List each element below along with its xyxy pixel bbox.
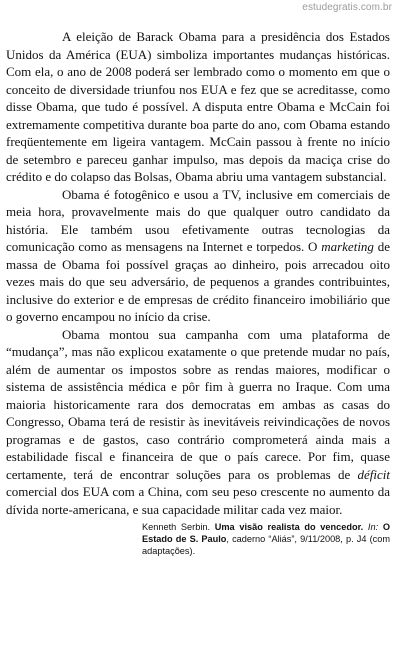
paragraph-3-italic-term: déficit: [357, 466, 390, 482]
citation-source: O Estado de S. Paulo: [142, 522, 390, 544]
paragraph-3-text-b: comercial dos EUA com a China, com seu peso crescente no aumento da dívida norte-americana, e sua capacidade militar cada vez maior.: [6, 484, 390, 517]
paragraph-1: [6, 28, 390, 186]
paragraph-2: [6, 186, 390, 326]
paragraph-2-text-a: Obama é fotogênico e usou a TV, inclusive em comerciais de meia hora, provavelmente mais do que qualquer outro candidato da história. Ele também usou efetivamente outras tecnologias da comunicação como as mensagens na Internet e torpedos. O: [6, 186, 390, 254]
citation-in-label: In:: [367, 522, 379, 532]
paragraph-3: [6, 326, 390, 519]
site-watermark: estudegratis.com.br: [302, 2, 392, 13]
paragraph-3-text-a: Obama montou sua campanha com uma plataforma de “mudança”, mas não explicou exatamente o que pretende mudar no país, além de aumentar os impostos sobre as rendas maiores, modificar o sistema de assistência médica e pôr fim à guerra no Iraque. Com uma maioria historicamente rara dos democratas em ambas as casas do Congresso, Obama terá de resistir às inevitáveis reivindicações de novos programas e de gastos, caso contrário comprometerá ainda mais a estabilidade fiscal e financeira de que o país carece. Por fim, quase certamente, terá de encontrar soluções para os problemas de: [6, 326, 390, 482]
source-citation: [142, 521, 390, 557]
paragraph-2-text-b: de massa de Obama foi possível graças ao dinheiro, pois arrecadou oito vezes mais do que seu adversário, de pequenos a grandes contribuintes, inclusive do exterior e de empresas de crédito financeiro imobiliário que o governo encampou no início da crise.: [6, 239, 390, 324]
citation-author: Kenneth Serbin.: [142, 522, 211, 532]
citation-details: , caderno “Aliás”, 9/11/2008, p. J4 (com adaptações).: [142, 534, 390, 556]
paragraph-1-text: A eleição de Barack Obama para a presidência dos Estados Unidos da América (EUA) simboliza importantes mudanças históricas. Com ela, o ano de 2008 poderá ser lembrado como o momento em que o conceito de diversidade triunfou nos EUA e fez que se acreditasse, como disse Obama, que tudo é possível. A disputa entre Obama e McCain foi extremamente competitiva durante boa parte do ano, com Obama estando freqüentemente em ligeira vantagem. McCain passou à frente no início de setembro e pareceu ganhar impulso, mas depois da maciça crise do crédito e do colapso das Bolsas, Obama abriu uma vantagem substancial.: [6, 29, 390, 184]
paragraph-2-italic-term: marketing: [321, 239, 374, 254]
citation-title: Uma visão realista do vencedor.: [214, 522, 364, 532]
article-body: [6, 28, 390, 557]
